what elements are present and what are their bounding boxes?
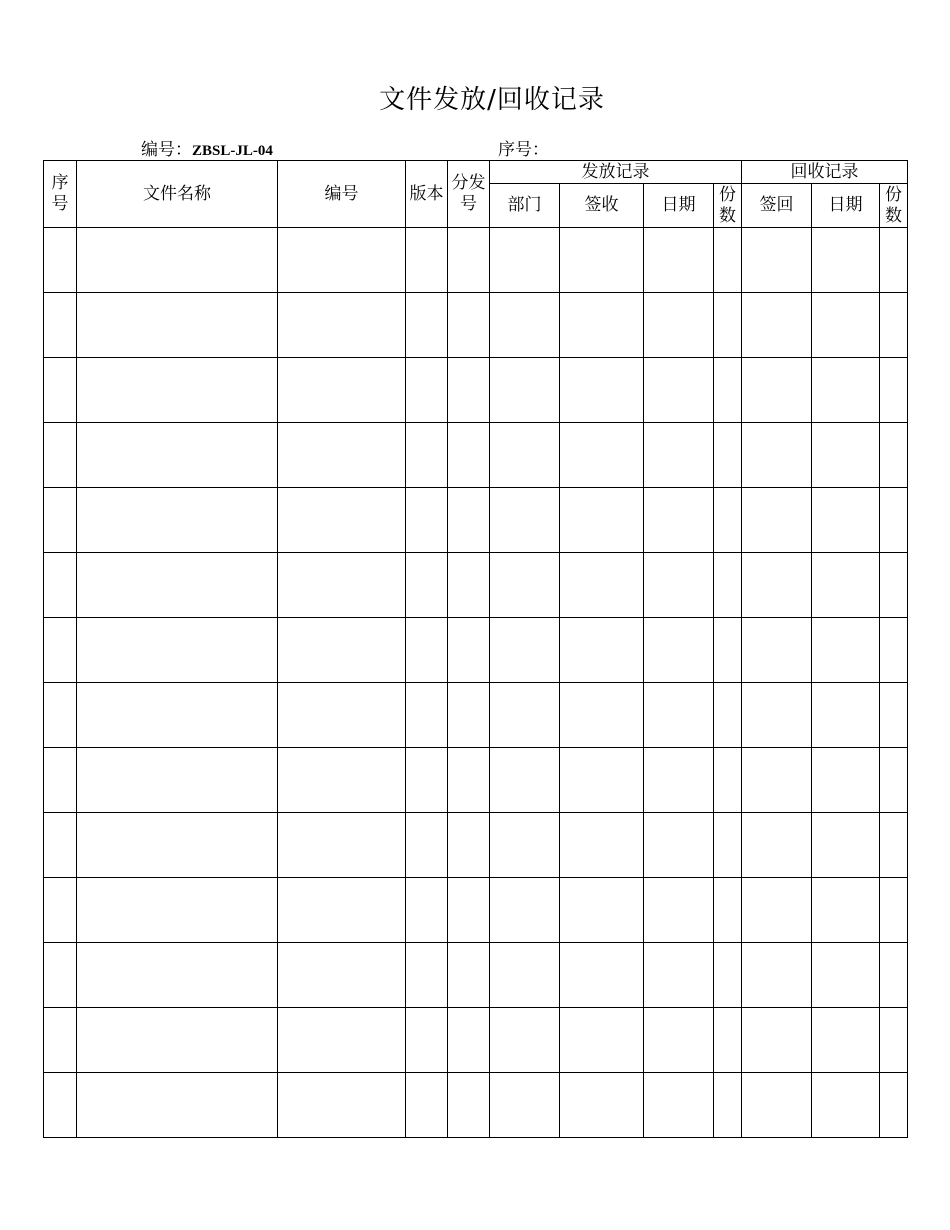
- cell-code[interactable]: [278, 878, 406, 943]
- distribution-record-table: [43, 160, 908, 1138]
- cell-version[interactable]: [406, 488, 448, 553]
- cell-issue-copies[interactable]: [714, 618, 742, 683]
- cell-code[interactable]: [278, 293, 406, 358]
- cell-issue-date[interactable]: [644, 943, 714, 1008]
- cell-return-sign[interactable]: [742, 1008, 812, 1073]
- cell-return-sign[interactable]: [742, 293, 812, 358]
- cell-return-date[interactable]: [812, 358, 880, 423]
- cell-return-date[interactable]: [812, 488, 880, 553]
- cell-issue-dept[interactable]: [490, 813, 560, 878]
- cell-issue-dept[interactable]: [490, 1008, 560, 1073]
- cell-dist-no[interactable]: [448, 228, 490, 293]
- cell-return-sign[interactable]: [742, 618, 812, 683]
- cell-file-name[interactable]: [77, 293, 278, 358]
- cell-file-name[interactable]: [77, 943, 278, 1008]
- cell-file-name[interactable]: [77, 748, 278, 813]
- cell-seq[interactable]: [44, 748, 77, 813]
- cell-dist-no[interactable]: [448, 553, 490, 618]
- header-issue-record: 发放记录: [490, 161, 742, 184]
- cell-issue-sign[interactable]: [560, 553, 644, 618]
- cell-issue-date[interactable]: [644, 423, 714, 488]
- cell-return-copies[interactable]: [880, 423, 908, 488]
- cell-issue-dept[interactable]: [490, 683, 560, 748]
- cell-issue-copies[interactable]: [714, 293, 742, 358]
- cell-code[interactable]: [278, 1008, 406, 1073]
- cell-issue-sign[interactable]: [560, 878, 644, 943]
- cell-return-date[interactable]: [812, 943, 880, 1008]
- cell-code[interactable]: [278, 1073, 406, 1138]
- cell-issue-copies[interactable]: [714, 358, 742, 423]
- page-title: 文件发放/回收记录: [379, 85, 605, 115]
- cell-issue-sign[interactable]: [560, 683, 644, 748]
- cell-seq[interactable]: [44, 553, 77, 618]
- cell-issue-date[interactable]: [644, 488, 714, 553]
- cell-dist-no[interactable]: [448, 1073, 490, 1138]
- cell-return-sign[interactable]: [742, 1073, 812, 1138]
- cell-seq[interactable]: [44, 228, 77, 293]
- cell-dist-no[interactable]: [448, 813, 490, 878]
- cell-issue-date[interactable]: [644, 358, 714, 423]
- sequence-number: [498, 139, 549, 161]
- header-seq: 序号: [44, 161, 77, 228]
- cell-return-copies[interactable]: [880, 748, 908, 813]
- cell-issue-sign[interactable]: [560, 1073, 644, 1138]
- cell-return-copies[interactable]: [880, 488, 908, 553]
- cell-issue-copies[interactable]: [714, 748, 742, 813]
- cell-code[interactable]: [278, 618, 406, 683]
- cell-return-sign[interactable]: [742, 423, 812, 488]
- document-code-label: 编号：: [141, 140, 192, 160]
- cell-issue-copies[interactable]: [714, 813, 742, 878]
- cell-issue-sign[interactable]: [560, 1008, 644, 1073]
- table-row: [44, 423, 908, 488]
- cell-issue-dept[interactable]: [490, 293, 560, 358]
- cell-return-copies[interactable]: [880, 553, 908, 618]
- cell-issue-copies[interactable]: [714, 423, 742, 488]
- cell-return-sign[interactable]: [742, 748, 812, 813]
- cell-return-copies[interactable]: [880, 1008, 908, 1073]
- cell-issue-date[interactable]: [644, 293, 714, 358]
- cell-file-name[interactable]: [77, 553, 278, 618]
- header-file-name: 文件名称: [77, 161, 278, 228]
- cell-seq[interactable]: [44, 683, 77, 748]
- cell-version[interactable]: [406, 1008, 448, 1073]
- cell-issue-sign[interactable]: [560, 358, 644, 423]
- cell-return-sign[interactable]: [742, 683, 812, 748]
- cell-return-copies[interactable]: [880, 293, 908, 358]
- table-row: [44, 618, 908, 683]
- header-return-record: 回收记录: [742, 161, 908, 184]
- cell-file-name[interactable]: [77, 1073, 278, 1138]
- cell-file-name[interactable]: [77, 878, 278, 943]
- cell-return-date[interactable]: [812, 1073, 880, 1138]
- cell-dist-no[interactable]: [448, 878, 490, 943]
- cell-return-sign[interactable]: [742, 878, 812, 943]
- cell-issue-copies[interactable]: [714, 878, 742, 943]
- cell-version[interactable]: [406, 423, 448, 488]
- cell-seq[interactable]: [44, 1008, 77, 1073]
- cell-issue-dept[interactable]: [490, 943, 560, 1008]
- cell-seq[interactable]: [44, 943, 77, 1008]
- cell-return-date[interactable]: [812, 423, 880, 488]
- cell-return-date[interactable]: [812, 618, 880, 683]
- cell-file-name[interactable]: [77, 488, 278, 553]
- cell-issue-copies[interactable]: [714, 683, 742, 748]
- cell-return-copies[interactable]: [880, 1073, 908, 1138]
- cell-issue-dept[interactable]: [490, 748, 560, 813]
- cell-issue-sign[interactable]: [560, 293, 644, 358]
- cell-seq[interactable]: [44, 293, 77, 358]
- cell-code[interactable]: [278, 683, 406, 748]
- cell-dist-no[interactable]: [448, 618, 490, 683]
- cell-return-copies[interactable]: [880, 228, 908, 293]
- table-row: [44, 878, 908, 943]
- cell-return-sign[interactable]: [742, 813, 812, 878]
- header-issue-copies: 份数: [714, 184, 742, 228]
- cell-issue-dept[interactable]: [490, 553, 560, 618]
- cell-issue-copies[interactable]: [714, 553, 742, 618]
- cell-return-date[interactable]: [812, 553, 880, 618]
- cell-version[interactable]: [406, 228, 448, 293]
- cell-issue-sign[interactable]: [560, 748, 644, 813]
- cell-seq[interactable]: [44, 358, 77, 423]
- cell-code[interactable]: [278, 748, 406, 813]
- table-row: [44, 943, 908, 1008]
- cell-issue-date[interactable]: [644, 878, 714, 943]
- cell-return-copies[interactable]: [880, 358, 908, 423]
- cell-code[interactable]: [278, 423, 406, 488]
- cell-issue-sign[interactable]: [560, 488, 644, 553]
- header-code: 编号: [278, 161, 406, 228]
- cell-issue-dept[interactable]: [490, 618, 560, 683]
- header-return-sign: 签回: [742, 184, 812, 228]
- cell-issue-dept[interactable]: [490, 878, 560, 943]
- header-issue-sign: 签收: [560, 184, 644, 228]
- cell-issue-sign[interactable]: [560, 228, 644, 293]
- document-code: [141, 139, 273, 162]
- header-issue-date: 日期: [644, 184, 714, 228]
- cell-seq[interactable]: [44, 813, 77, 878]
- document-code-value: ZBSL-JL-04: [192, 143, 273, 159]
- cell-seq[interactable]: [44, 423, 77, 488]
- cell-code[interactable]: [278, 943, 406, 1008]
- cell-file-name[interactable]: [77, 1008, 278, 1073]
- cell-version[interactable]: [406, 943, 448, 1008]
- cell-version[interactable]: [406, 618, 448, 683]
- cell-issue-sign[interactable]: [560, 943, 644, 1008]
- cell-version[interactable]: [406, 878, 448, 943]
- cell-dist-no[interactable]: [448, 748, 490, 813]
- table-row: [44, 293, 908, 358]
- cell-issue-dept[interactable]: [490, 228, 560, 293]
- cell-issue-dept[interactable]: [490, 1073, 560, 1138]
- cell-return-sign[interactable]: [742, 488, 812, 553]
- cell-dist-no[interactable]: [448, 683, 490, 748]
- cell-return-sign[interactable]: [742, 553, 812, 618]
- header-return-date: 日期: [812, 184, 880, 228]
- cell-issue-copies[interactable]: [714, 228, 742, 293]
- table-row: [44, 813, 908, 878]
- table-row: [44, 228, 908, 293]
- cell-dist-no[interactable]: [448, 358, 490, 423]
- cell-issue-date[interactable]: [644, 748, 714, 813]
- cell-return-copies[interactable]: [880, 683, 908, 748]
- cell-issue-date[interactable]: [644, 553, 714, 618]
- cell-return-date[interactable]: [812, 813, 880, 878]
- cell-file-name[interactable]: [77, 358, 278, 423]
- cell-return-date[interactable]: [812, 1008, 880, 1073]
- cell-return-date[interactable]: [812, 228, 880, 293]
- cell-version[interactable]: [406, 358, 448, 423]
- header-issue-dept: 部门: [490, 184, 560, 228]
- cell-issue-dept[interactable]: [490, 423, 560, 488]
- cell-return-copies[interactable]: [880, 813, 908, 878]
- cell-return-date[interactable]: [812, 293, 880, 358]
- sequence-number-label: 序号：: [498, 140, 549, 160]
- cell-version[interactable]: [406, 553, 448, 618]
- cell-return-copies[interactable]: [880, 943, 908, 1008]
- cell-file-name[interactable]: [77, 228, 278, 293]
- table-row: [44, 748, 908, 813]
- header-dist-no: 分发号: [448, 161, 490, 228]
- cell-seq[interactable]: [44, 488, 77, 553]
- cell-return-date[interactable]: [812, 748, 880, 813]
- cell-issue-dept[interactable]: [490, 488, 560, 553]
- cell-issue-date[interactable]: [644, 618, 714, 683]
- table-row: [44, 1008, 908, 1073]
- cell-file-name[interactable]: [77, 683, 278, 748]
- table-row: [44, 358, 908, 423]
- cell-file-name[interactable]: [77, 618, 278, 683]
- cell-version[interactable]: [406, 813, 448, 878]
- cell-issue-copies[interactable]: [714, 488, 742, 553]
- header-return-copies: 份数: [880, 184, 908, 228]
- header-row-top: [44, 161, 908, 184]
- cell-issue-copies[interactable]: [714, 943, 742, 1008]
- table-row: [44, 553, 908, 618]
- cell-seq[interactable]: [44, 618, 77, 683]
- cell-dist-no[interactable]: [448, 943, 490, 1008]
- cell-issue-date[interactable]: [644, 683, 714, 748]
- cell-dist-no[interactable]: [448, 293, 490, 358]
- cell-issue-dept[interactable]: [490, 358, 560, 423]
- cell-issue-copies[interactable]: [714, 1073, 742, 1138]
- cell-code[interactable]: [278, 813, 406, 878]
- cell-return-sign[interactable]: [742, 943, 812, 1008]
- cell-return-date[interactable]: [812, 683, 880, 748]
- cell-seq[interactable]: [44, 878, 77, 943]
- cell-dist-no[interactable]: [448, 423, 490, 488]
- cell-version[interactable]: [406, 1073, 448, 1138]
- header-version: 版本: [406, 161, 448, 228]
- cell-dist-no[interactable]: [448, 1008, 490, 1073]
- table-row: [44, 683, 908, 748]
- cell-return-sign[interactable]: [742, 228, 812, 293]
- cell-version[interactable]: [406, 748, 448, 813]
- cell-return-sign[interactable]: [742, 358, 812, 423]
- table-row: [44, 488, 908, 553]
- cell-version[interactable]: [406, 293, 448, 358]
- cell-issue-sign[interactable]: [560, 423, 644, 488]
- cell-issue-sign[interactable]: [560, 813, 644, 878]
- cell-return-date[interactable]: [812, 878, 880, 943]
- cell-issue-date[interactable]: [644, 228, 714, 293]
- table-row: [44, 1073, 908, 1138]
- cell-dist-no[interactable]: [448, 488, 490, 553]
- cell-code[interactable]: [278, 553, 406, 618]
- cell-return-copies[interactable]: [880, 878, 908, 943]
- cell-issue-copies[interactable]: [714, 1008, 742, 1073]
- table-body: [44, 228, 908, 1138]
- cell-issue-date[interactable]: [644, 813, 714, 878]
- cell-issue-date[interactable]: [644, 1073, 714, 1138]
- cell-code[interactable]: [278, 488, 406, 553]
- cell-seq[interactable]: [44, 1073, 77, 1138]
- cell-return-copies[interactable]: [880, 618, 908, 683]
- cell-issue-sign[interactable]: [560, 618, 644, 683]
- cell-code[interactable]: [278, 228, 406, 293]
- cell-file-name[interactable]: [77, 813, 278, 878]
- cell-code[interactable]: [278, 358, 406, 423]
- cell-version[interactable]: [406, 683, 448, 748]
- cell-issue-date[interactable]: [644, 1008, 714, 1073]
- cell-file-name[interactable]: [77, 423, 278, 488]
